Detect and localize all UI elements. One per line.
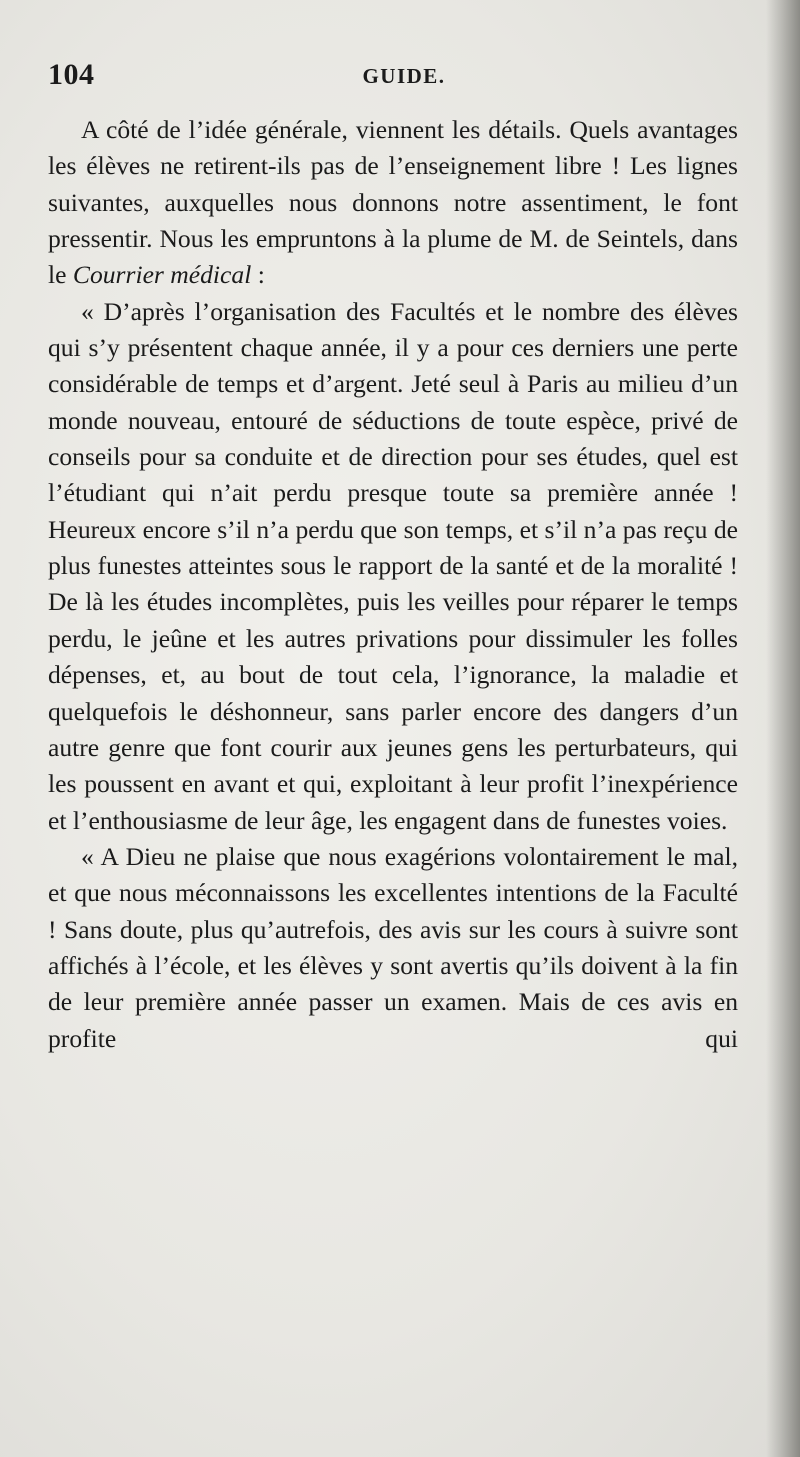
running-title: GUIDE. bbox=[362, 64, 446, 88]
paragraph-intro-end: : bbox=[251, 260, 265, 290]
paragraph-quote-1: « D’après l’organisation des Facultés et le nombre des élèves qui s’y présentent chaque année, il y a pour ces derniers une perte considérable de temps et d’argent. Jeté seul à Paris au milieu d’un monde nouveau, entouré de séductions de toute espèce, privé de conseils pour sa conduite et de direction pour ses études, quel est l’étudiant qui n’ait perdu presque toute sa première année ! Heureux encore s’il n’a perdu que son temps, et s’il n’a pas reçu de plus funestes atteintes sous le rapport de la santé et de la moralité ! De là les études incomplètes, puis les veilles pour réparer le temps perdu, le jeûne et les autres privations pour dissimuler les folles dépenses, et, au bout de tout cela, l’ignorance, la maladie et quelquefois le déshonneur, sans parler encore des dangers d’un autre genre que font courir aux jeunes gens les perturbateurs, qui les poussent en avant et qui, exploitant à leur profit l’inexpérience et l’enthousiasme de leur âge, les engagent dans de funestes voies. bbox=[48, 296, 738, 835]
page-header bbox=[48, 58, 740, 92]
journal-title: Courrier médical bbox=[72, 260, 252, 290]
paragraph-intro bbox=[48, 112, 738, 294]
page-gutter-shadow bbox=[766, 0, 800, 1457]
page-body bbox=[48, 112, 738, 1057]
page-number: 104 bbox=[48, 58, 95, 91]
paragraph-quote-2: « A Dieu ne plaise que nous exagérions volontairement le mal, et que nous méconnaissons les excellentes intentions de la Faculté ! Sans doute, plus qu’autrefois, des avis sur les cours à suivre sont affichés à l’école, et les élèves y sont avertis qu’ils doivent à la fin de leur première année passer un examen. Mais de ces avis en profite qui bbox=[48, 841, 738, 1053]
paragraph-intro-text: A côté de l’idée générale, viennent les détails. Quels avantages les élèves ne retirent-ils pas de l’enseignement libre ! Les lignes suivantes, auxquelles nous donnons notre assentiment, le font pressentir. Nous les empruntons à la plume de M. de Seintels, dans le bbox=[48, 115, 738, 290]
